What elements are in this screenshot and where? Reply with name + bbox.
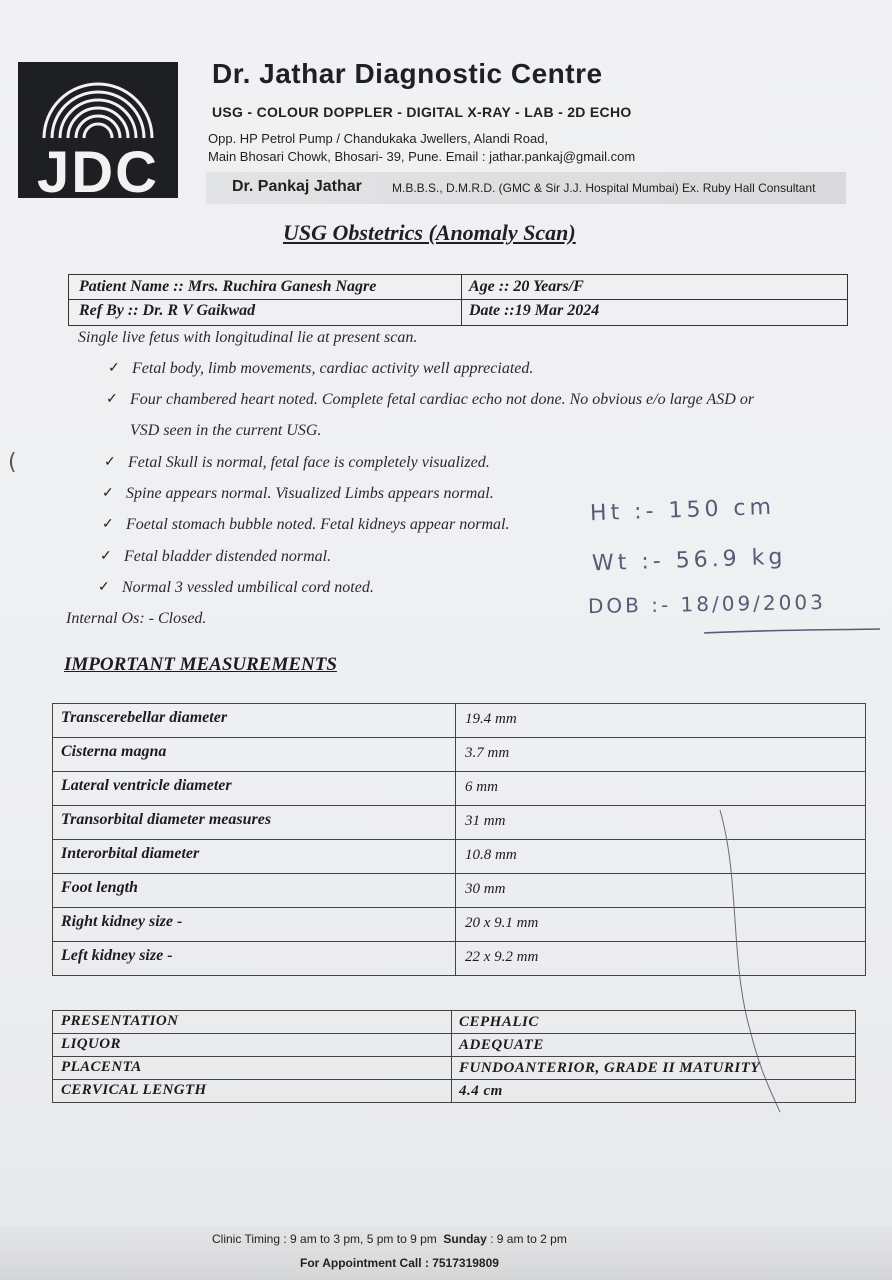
referred-by: Ref By :: Dr. R V Gaikwad: [79, 302, 256, 319]
measurement-value: 19.4 mm: [465, 711, 517, 727]
sunday-label: Sunday: [443, 1232, 487, 1246]
summary-label: CERVICAL LENGTH: [61, 1082, 207, 1098]
measurement-value: 22 x 9.2 mm: [465, 949, 539, 965]
measurement-label: Transorbital diameter measures: [61, 811, 272, 828]
finding-item: Four chambered heart noted. Complete fetal cardiac echo not done. No obvious e/o large ASD or: [130, 391, 755, 408]
finding-item: Fetal bladder distended normal.: [124, 548, 332, 565]
address-line-2: Main Bhosari Chowk, Bhosari- 39, Pune. Email : jathar.pankaj@gmail.com: [208, 149, 636, 164]
patient-info-table: [68, 274, 848, 326]
check-icon: ✓: [106, 392, 118, 407]
summary-label: PRESENTATION: [61, 1013, 179, 1029]
margin-mark: (: [8, 450, 17, 475]
centre-name: Dr. Jathar Diagnostic Centre: [212, 58, 603, 89]
doctor-banner: [206, 172, 846, 204]
internal-os: Internal Os: - Closed.: [66, 610, 207, 627]
findings-intro: Single live fetus with longitudinal lie at present scan.: [78, 329, 418, 346]
measurement-label: Transcerebellar diameter: [61, 709, 228, 726]
measurement-value: 31 mm: [465, 813, 506, 829]
doctor-qualification: M.B.B.S., D.M.R.D. (GMC & Sir J.J. Hospital Mumbai) Ex. Ruby Hall Consultant: [392, 181, 816, 195]
measurement-label: Right kidney size -: [61, 913, 183, 930]
table-row: [53, 1057, 855, 1080]
summary-table: [52, 1010, 856, 1103]
measurement-label: Foot length: [61, 879, 138, 896]
finding-item: Foetal stomach bubble noted. Fetal kidneys appear normal.: [126, 516, 510, 533]
logo-lettering: JDC: [36, 140, 160, 198]
table-row: [53, 1034, 855, 1057]
services-line: USG - COLOUR DOPPLER - DIGITAL X-RAY - LAB - 2D ECHO: [212, 104, 632, 120]
finding-item: Spine appears normal. Visualized Limbs appears normal.: [126, 485, 494, 502]
finding-item: Normal 3 vessled umbilical cord noted.: [122, 579, 374, 596]
footer: [0, 1226, 892, 1280]
report-date: Date ::19 Mar 2024: [469, 302, 600, 319]
summary-value: ADEQUATE: [459, 1037, 544, 1053]
handwritten-height: Ht :- 150 cm: [589, 494, 776, 527]
finding-item-continued: VSD seen in the current USG.: [130, 422, 322, 439]
finding-item: Fetal Skull is normal, fetal face is completely visualized.: [128, 454, 490, 471]
measurement-value: 30 mm: [465, 881, 506, 897]
measurement-label: Lateral ventricle diameter: [61, 777, 232, 794]
table-row: [53, 1080, 855, 1102]
address-line-1: Opp. HP Petrol Pump / Chandukaka Jwellers, Alandi Road,: [208, 131, 549, 146]
check-icon: ✓: [100, 549, 112, 564]
finding-item: Fetal body, limb movements, cardiac activity well appreciated.: [132, 360, 534, 377]
measurement-label: Cisterna magna: [61, 743, 167, 760]
check-icon: ✓: [102, 486, 114, 501]
table-row: [52, 738, 866, 772]
summary-value: FUNDOANTERIOR, GRADE II MATURITY: [459, 1060, 761, 1076]
report-title: USG Obstetrics (Anomaly Scan): [283, 220, 576, 245]
handwritten-dob: DOB :- 18/09/2003: [587, 589, 827, 619]
jdc-logo: [18, 62, 178, 198]
sunday-timing: : 9 am to 2 pm: [490, 1232, 567, 1246]
summary-label: PLACENTA: [61, 1059, 142, 1075]
check-icon: ✓: [102, 517, 114, 532]
handwritten-underline: [700, 624, 884, 638]
measurement-label: Left kidney size -: [61, 947, 173, 964]
patient-name: Patient Name :: Mrs. Ruchira Ganesh Nagre: [79, 278, 377, 295]
timing-text: Clinic Timing : 9 am to 3 pm, 5 pm to 9 pm: [212, 1232, 437, 1246]
check-icon: ✓: [98, 580, 110, 595]
check-icon: ✓: [108, 361, 120, 376]
patient-age: Age :: 20 Years/F: [469, 278, 584, 295]
measurement-label: Interorbital diameter: [61, 845, 200, 862]
check-icon: ✓: [104, 455, 116, 470]
summary-value: 4.4 cm: [459, 1083, 503, 1099]
summary-value: CEPHALIC: [459, 1014, 539, 1030]
measurement-value: 10.8 mm: [465, 847, 517, 863]
address-block: [208, 130, 635, 166]
handwritten-weight: Wt :- 56.9 kg: [591, 544, 787, 577]
table-row: [52, 703, 866, 738]
measurement-value: 3.7 mm: [465, 745, 510, 761]
clinic-timing: [212, 1232, 567, 1246]
table-row: [53, 1011, 855, 1034]
measurement-value: 20 x 9.1 mm: [465, 915, 539, 931]
measurement-value: 6 mm: [465, 779, 498, 795]
appointment-line: For Appointment Call : 7517319809: [300, 1256, 499, 1270]
measurements-heading: IMPORTANT MEASUREMENTS: [64, 654, 337, 675]
doctor-name: Dr. Pankaj Jathar: [232, 178, 362, 195]
summary-label: LIQUOR: [61, 1036, 121, 1052]
